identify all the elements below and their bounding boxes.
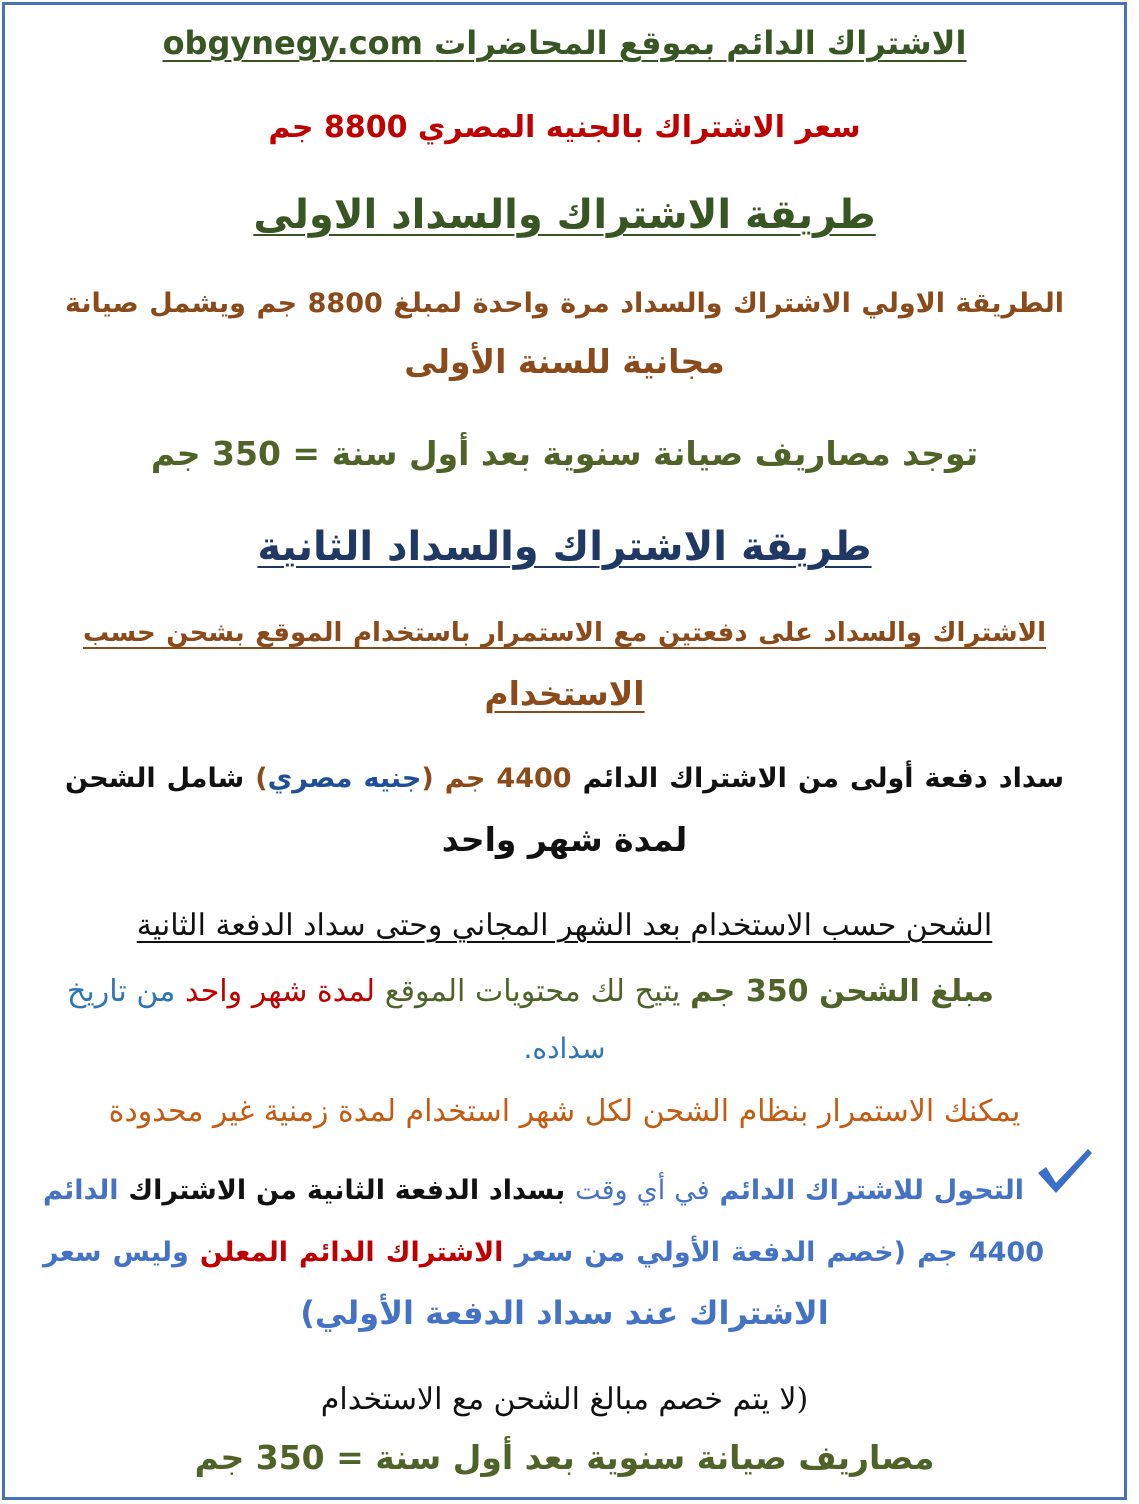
switch-second-payment: بسداد الدفعة الثانية من الاشتراك	[128, 1175, 566, 1206]
switch-not-price: وليس سعر	[43, 1237, 189, 1268]
price-line	[35, 110, 1094, 145]
charging-amount-line2: سداده.	[523, 1032, 606, 1065]
first-payment-currency: جنيه مصري	[267, 763, 422, 794]
price-amount: 8800 جم	[268, 110, 408, 145]
charging-amount-period: لمدة شهر واحد	[185, 974, 375, 1009]
page-frame	[2, 2, 1127, 1500]
first-payment-amount: 4400 جم	[444, 763, 572, 794]
switch-permanent: الدائم	[43, 1175, 119, 1206]
switch-announced-price: الاشتراك الدائم المعلن	[199, 1237, 504, 1268]
first-payment-line1	[65, 765, 1064, 792]
continue-line: يمكنك الاستمرار بنظام الشحن لكل شهر استخدام لمدة زمنية غير محدودة	[108, 1094, 1021, 1129]
first-payment-line2: لمدة شهر واحد	[441, 820, 688, 859]
switch-line3: الاشتراك عند سداد الدفعة الأولي)	[300, 1294, 829, 1332]
method1-fees: توجد مصاريف صيانة سنوية بعد أول سنة = 350 جم	[150, 434, 979, 473]
charging-amount-from: من تاريخ	[67, 974, 176, 1009]
charging-amount-line1	[67, 974, 994, 1009]
charging-amount-value: مبلغ الشحن 350 جم	[690, 974, 994, 1009]
charging-title: الشحن حسب الاستخدام بعد الشهر المجاني وحتى سداد الدفعة الثانية	[136, 908, 993, 943]
paren-close: )	[255, 763, 268, 794]
price-label: سعر الاشتراك بالجنيه المصري	[417, 110, 861, 145]
header-site-link[interactable]: obgynegy.com	[162, 24, 423, 62]
switch-title: التحول للاشتراك الدائم	[719, 1175, 1025, 1206]
method2-desc-line1: الاشتراك والسداد على دفعتين مع الاستمرار باستخدام الموقع بشحن حسب	[83, 618, 1046, 648]
switch-anytime: في أي وقت	[575, 1175, 710, 1206]
charging-amount-desc: يتيح لك محتويات الموقع	[384, 974, 681, 1009]
checkmark-icon	[1034, 1145, 1094, 1197]
header-title	[35, 24, 1094, 62]
switch-discount: 4400 جم (خصم الدفعة الأولي من سعر	[514, 1237, 1045, 1268]
header-title-text: الاشتراك الدائم بموقع المحاضرات	[434, 24, 967, 62]
method2-fees: مصاريف صيانة سنوية بعد أول سنة = 350 جم	[194, 1438, 935, 1477]
method1-desc-line1: الطريقة الاولي الاشتراك والسداد مرة واحدة لمبلغ 8800 جم ويشمل صيانة	[65, 288, 1064, 319]
first-payment-text: سداد دفعة أولى من الاشتراك الدائم	[582, 763, 1064, 794]
method1-desc-line2: مجانية للسنة الأولى	[404, 342, 725, 381]
method2-desc-line2: الاستخدام	[484, 674, 645, 713]
method1-heading: طريقة الاشتراك والسداد الاولى	[253, 192, 876, 238]
switch-line1	[43, 1177, 1024, 1204]
note-line: (لا يتم خصم مبالغ الشحن مع الاستخدام	[320, 1382, 809, 1417]
switch-line2	[43, 1239, 1044, 1266]
method2-heading: طريقة الاشتراك والسداد الثانية	[257, 524, 872, 570]
first-payment-shipping: شامل الشحن	[65, 763, 245, 794]
paren-open: (	[421, 763, 434, 794]
